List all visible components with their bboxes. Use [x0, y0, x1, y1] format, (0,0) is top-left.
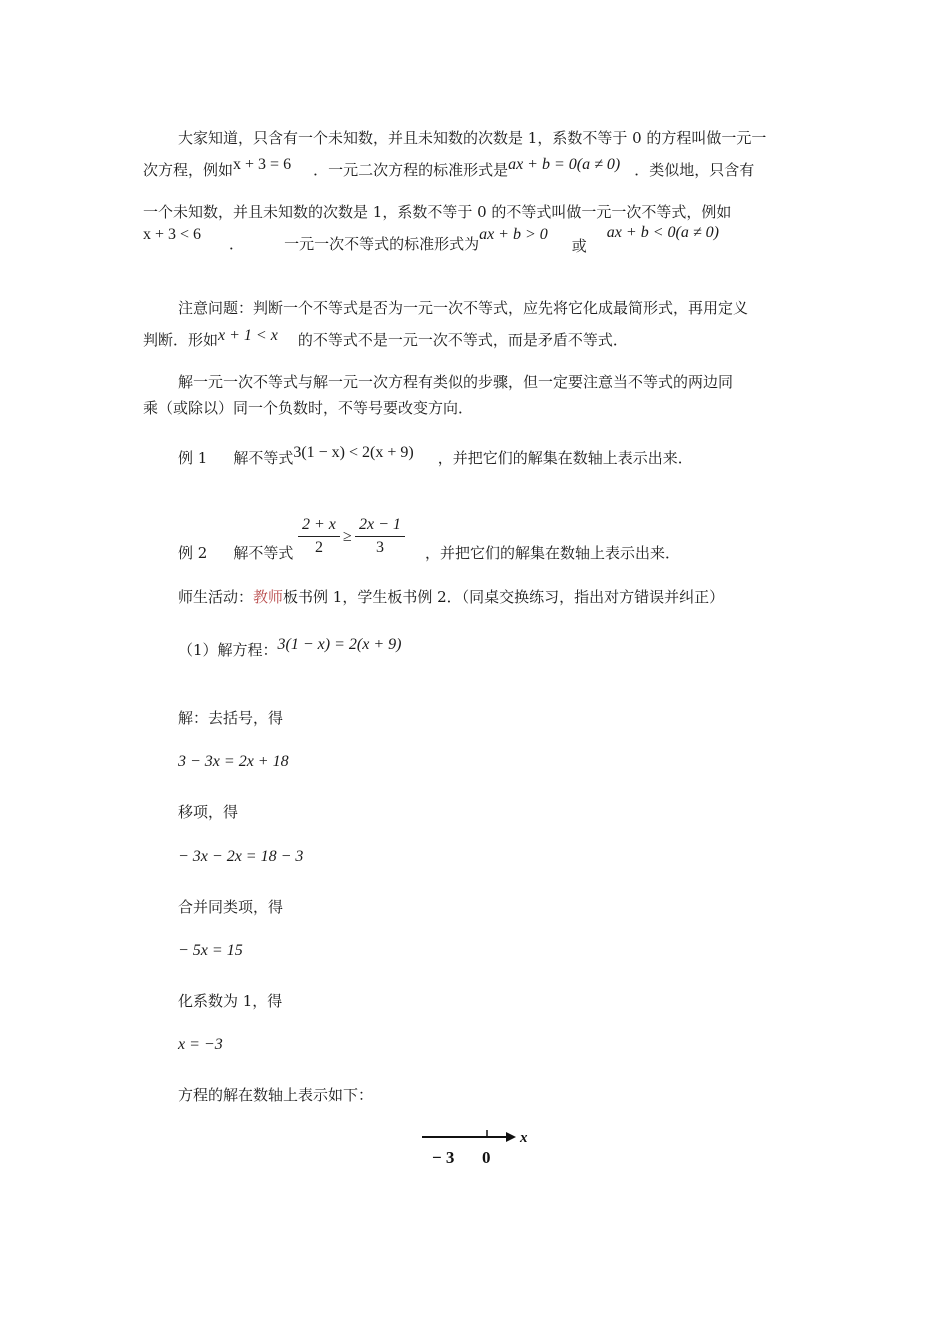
- example-1: [178, 444, 693, 469]
- activity-label: 师生活动：: [178, 588, 254, 606]
- step-1-label: 解：去括号，得: [178, 709, 284, 727]
- para1-text: ．类似地，只含有: [634, 161, 755, 179]
- example-2-text: 解不等式: [233, 544, 294, 562]
- math-x-plus-3-lt-6: x + 3 < 6: [143, 226, 202, 243]
- para1-text: 次方程，例如: [143, 161, 234, 179]
- activity-teacher: 教师: [253, 588, 284, 606]
- fraction-right-denominator: 3: [375, 539, 384, 556]
- axis-variable-label: x: [520, 1130, 528, 1146]
- para1-line1: 大家知道，只含有一个未知数，并且未知数的次数是 1，系数不等于 0 的方程叫做一元一: [178, 129, 767, 147]
- math-example-1-inequality: 3(1 − x) < 2(x + 9): [293, 444, 414, 461]
- para2-line2: [143, 325, 628, 349]
- arrow-right-icon: [506, 1132, 516, 1142]
- example-1-label: 例 1: [178, 449, 208, 467]
- para1-text: ．一元二次方程的标准形式是: [313, 161, 509, 179]
- step-4-label: 化系数为 1，得: [178, 992, 283, 1010]
- tick-label-zero: 0: [482, 1148, 491, 1167]
- example-2: [178, 543, 293, 563]
- fraction-bar: [298, 536, 340, 537]
- para1-text: ．: [229, 235, 245, 253]
- para1-line3: 一个未知数，并且未知数的次数是 1，系数不等于 0 的不等式叫做一元一次不等式，例如: [143, 203, 732, 221]
- fraction-bar: [355, 536, 405, 537]
- para1-line2: [143, 156, 755, 181]
- fraction-right: [355, 516, 405, 557]
- example-2-label: 例 2: [178, 544, 208, 562]
- number-line: [420, 1125, 540, 1175]
- fraction-left-denominator: 2: [314, 539, 323, 556]
- example-2-tail: ，并把它们的解集在数轴上表示出来．: [425, 544, 681, 562]
- fraction-left-numerator: 2 + x: [302, 516, 336, 533]
- solve-title: [178, 636, 402, 661]
- step-5-label: 方程的解在数轴上表示如下：: [178, 1086, 374, 1104]
- para1-line4: [143, 224, 719, 255]
- relation-geq: ≥: [343, 528, 352, 545]
- math-standard-ineq-lt: ax + b < 0(a ≠ 0): [606, 224, 719, 241]
- para2-line1: 注意问题：判断一个不等式是否为一元一次不等式，应先将它化成最简形式，再用定义: [178, 299, 749, 317]
- math-standard-equation: ax + b = 0(a ≠ 0): [508, 156, 621, 173]
- math-solve-equation: 3(1 − x) = 2(x + 9): [277, 636, 402, 653]
- para3-line2: 乘（或除以）同一个负数时，不等号要改变方向．: [143, 399, 474, 417]
- para1-text: 一元一次不等式的标准形式为: [284, 235, 480, 253]
- activity-text: 板书例 1，学生板书例 2．（同桌交换练习，指出对方错误并纠正）: [283, 588, 725, 606]
- step-4-equation: x = −3: [178, 1036, 223, 1053]
- fraction-right-numerator: 2x − 1: [359, 516, 401, 533]
- para2-text: 判断．形如: [143, 331, 219, 349]
- step-3-label: 合并同类项，得: [178, 898, 284, 916]
- para1-text: 或: [571, 237, 587, 255]
- solve-title-text: （1）解方程：: [178, 641, 278, 659]
- fraction-left: [298, 516, 340, 557]
- step-3-equation: − 5x = 15: [178, 942, 243, 959]
- para3-line1: 解一元一次不等式与解一元一次方程有类似的步骤，但一定要注意当不等式的两边同: [178, 373, 734, 391]
- example-1-tail: ，并把它们的解集在数轴上表示出来．: [437, 449, 693, 467]
- tick-label-minus-3: − 3: [432, 1148, 455, 1167]
- step-2-equation: − 3x − 2x = 18 − 3: [178, 848, 304, 865]
- example-1-text: 解不等式: [233, 449, 294, 467]
- step-1-equation: 3 − 3x = 2x + 18: [178, 753, 289, 770]
- step-2-label: 移项，得: [178, 803, 239, 821]
- activity-line: [178, 587, 724, 607]
- math-x-plus-1-lt-x: x + 1 < x: [218, 327, 278, 344]
- math-standard-ineq-gt: ax + b > 0: [479, 226, 548, 243]
- math-x-plus-3-eq-6: x + 3 = 6: [233, 156, 292, 173]
- para2-text: 的不等式不是一元一次不等式，而是矛盾不等式．: [297, 331, 628, 349]
